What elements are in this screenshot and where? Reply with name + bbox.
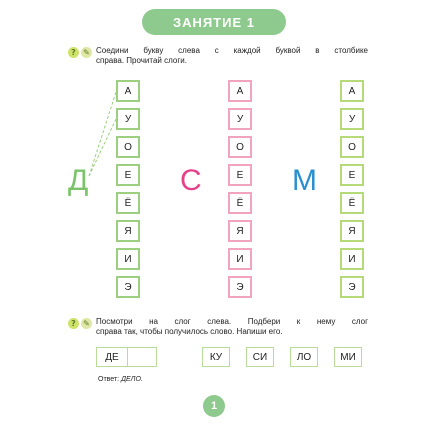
- task2-icons: [68, 318, 92, 329]
- vowel-cell: Е: [228, 164, 252, 186]
- answer-line: [98, 376, 143, 383]
- vowel-cell: О: [228, 136, 252, 158]
- vowel-cell: Я: [228, 220, 252, 242]
- syllable-option: ЛО: [290, 347, 318, 367]
- task1-instruction: [96, 46, 368, 66]
- vowel-cell: А: [116, 80, 140, 102]
- vowel-cell: Ё: [340, 192, 364, 214]
- syllable-option: МИ: [334, 347, 362, 367]
- consonant-s-label: С: [180, 164, 202, 197]
- vowel-cell: И: [116, 248, 140, 270]
- task1-instruction-line1: Соедини букву слева с каждой буквой в столбике: [96, 46, 368, 55]
- vowel-cell: А: [228, 80, 252, 102]
- task2-instruction-line1: Посмотри на слог слева. Подбери к нему слог: [96, 317, 368, 326]
- task1-instruction-line2: справа. Прочитай слоги.: [96, 56, 187, 65]
- answer-value: ДЕЛО.: [121, 376, 143, 383]
- vowel-cell: Э: [116, 276, 140, 298]
- vowel-cell: Е: [116, 164, 140, 186]
- vowel-column-3: [340, 80, 364, 298]
- vowel-cell: Е: [340, 164, 364, 186]
- answer-blank[interactable]: [128, 347, 157, 367]
- vowel-cell: У: [340, 108, 364, 130]
- answer-label: Ответ:: [98, 376, 120, 383]
- vowel-cell: У: [228, 108, 252, 130]
- vowel-cell: О: [116, 136, 140, 158]
- syllable-option: СИ: [246, 347, 274, 367]
- vowel-cell: Я: [116, 220, 140, 242]
- page-number: 1: [203, 395, 225, 417]
- vowel-cell: О: [340, 136, 364, 158]
- given-syllable-group: [96, 347, 157, 367]
- question-icon: ?: [68, 318, 79, 329]
- lesson-title: ЗАНЯТИЕ 1: [142, 9, 286, 35]
- vowel-cell: Э: [228, 276, 252, 298]
- vowel-column-1: [116, 80, 140, 298]
- consonant-m: [292, 166, 317, 196]
- task1-icons: [68, 47, 92, 58]
- connector-line-a: [89, 89, 117, 176]
- question-icon: ?: [68, 47, 79, 58]
- syllable-option: КУ: [202, 347, 230, 367]
- given-syllable: ДЕ: [96, 347, 128, 367]
- vowel-column-2: [228, 80, 252, 298]
- task2-instruction: [96, 317, 368, 337]
- pencil-icon: ✎: [81, 318, 92, 329]
- connector-line-u: [89, 117, 117, 176]
- vowel-cell: И: [228, 248, 252, 270]
- vowel-cell: А: [340, 80, 364, 102]
- consonant-m-label: М: [292, 164, 317, 197]
- vowel-cell: И: [340, 248, 364, 270]
- pencil-icon: ✎: [81, 47, 92, 58]
- vowel-cell: Я: [340, 220, 364, 242]
- vowel-cell: Э: [340, 276, 364, 298]
- consonant-d: [68, 166, 88, 196]
- vowel-cell: Ё: [116, 192, 140, 214]
- task2-instruction-line2: справа так, чтобы получилось слово. Напиши его.: [96, 327, 283, 336]
- vowel-cell: У: [116, 108, 140, 130]
- consonant-s: [180, 166, 202, 196]
- vowel-cell: Ё: [228, 192, 252, 214]
- consonant-d-label: Д: [68, 164, 89, 197]
